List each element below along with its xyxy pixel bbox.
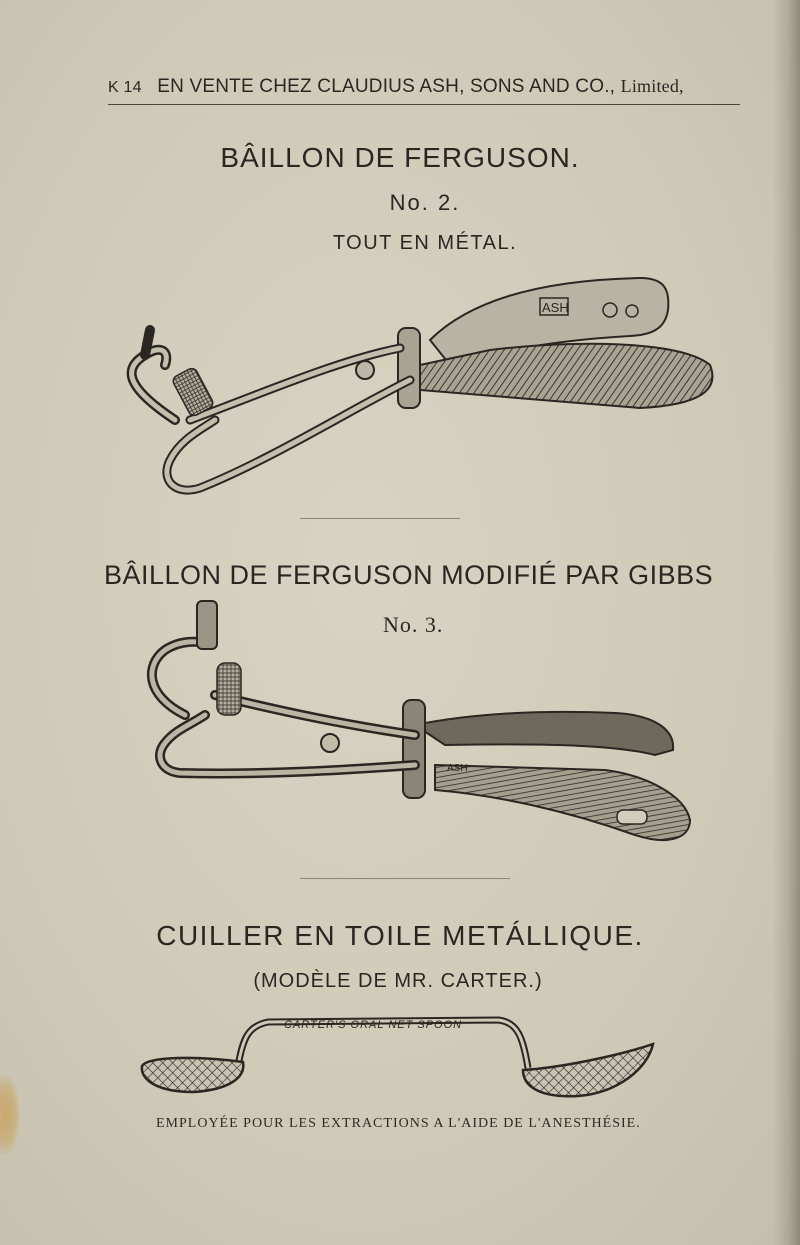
item-2-title: BÂILLON DE FERGUSON MODIFIÉ PAR GIBBS [104, 560, 714, 590]
item-3-engraving: CARTER'S ORAL NET SPOON [284, 1019, 463, 1031]
item-1-engraving: ASH [542, 300, 569, 315]
item-3-title: CUILLER EN TOILE METÁLLIQUE. [156, 920, 644, 951]
net-spoon-illustration [138, 1008, 658, 1103]
page-header [108, 76, 748, 98]
item-1-number: No. 2. [389, 190, 461, 215]
item-2-number: No. 3. [383, 612, 444, 637]
item-2-engraving: ASH [447, 763, 468, 774]
header-text: EN VENTE CHEZ CLAUDIUS ASH, SONS AND CO., [157, 76, 616, 97]
page-edge-shadow [772, 0, 800, 1245]
mouth-gag-illustration [120, 270, 720, 505]
gibbs-mouth-gag-illustration [145, 595, 695, 850]
item-1-subtitle: TOUT EN MÉTAL. [332, 232, 518, 254]
section-divider-2 [300, 878, 510, 879]
header-rule [108, 104, 740, 105]
section-divider-1 [300, 518, 460, 519]
item-1-title: BÂILLON DE FERGUSON. [220, 142, 580, 173]
header-tail: Limited, [620, 76, 684, 96]
item-3-subtitle: (MODÈLE DE MR. CARTER.) [253, 970, 543, 992]
page-number: K 14 [108, 79, 142, 96]
paper-stain [0, 1075, 20, 1155]
item-3-caption: EMPLOYÉE POUR LES EXTRACTIONS A L'AIDE DE L'ANESTHÉSIE. [156, 1116, 641, 1131]
